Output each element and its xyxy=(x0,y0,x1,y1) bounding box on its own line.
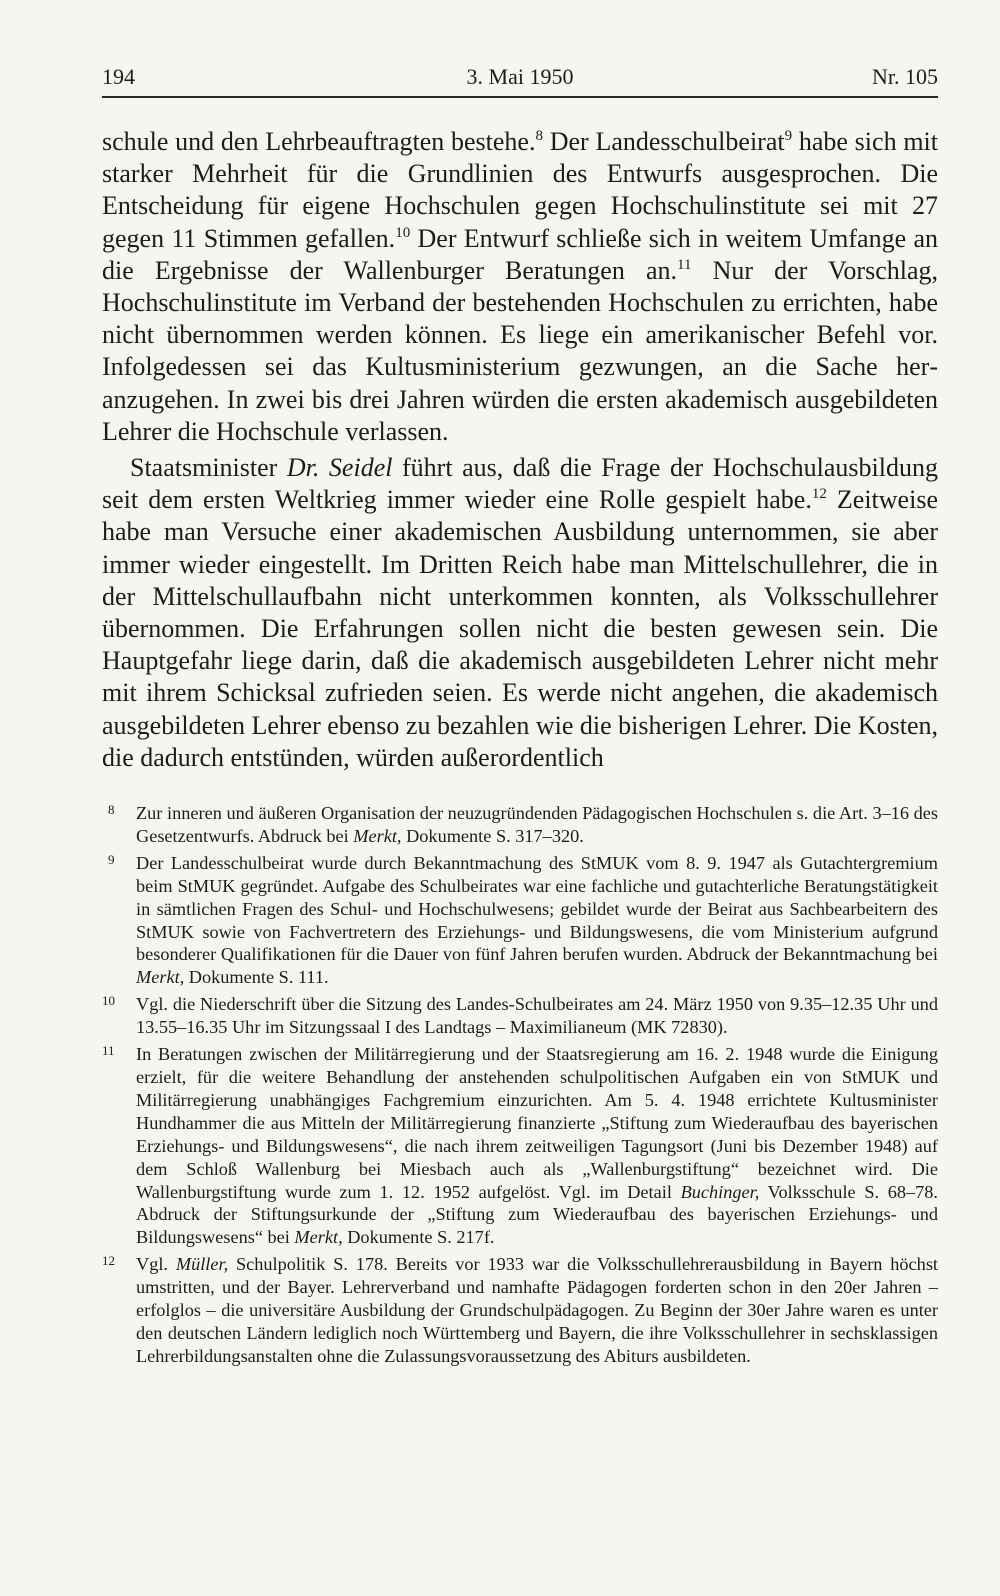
text-run: Der Landesschulbeirat xyxy=(542,127,785,156)
author-name: Buchinger, xyxy=(680,1181,760,1202)
session-date: 3. Mai 1950 xyxy=(466,64,574,89)
footnote-8 xyxy=(102,802,938,848)
footnote-number: 12 xyxy=(102,1253,115,1269)
text-run: Schulpolitik S. 178. Bereits vor 1933 war die Volksschullehrerausbildung in Bayern höchst umstritten, und der Bayer. Lehrerverband und namhafte Pädagogen forderten schon in den 20er Jahren – erfolglos – die universitäre Ausbildung der Grundschulpädagogen. Zu Beginn der 30er Jahre waren es unter den deutschen Ländern lediglich noch Württemberg und Bayern, die ihre Volksschullehrer in sechsklassigen Lehrerbildungsanstalten ohne die Zulassungsvoraussetzung des Abiturs ausbildeten. xyxy=(136,1254,939,1366)
footnote-9 xyxy=(102,852,938,989)
text-run: Staatsminister xyxy=(130,453,287,483)
text-run: habe sich mit starker Mehrheit für die Grundlinien des Entwurfs ausgesprochen. Die Entscheidung für eigene Hochschulen gegen Hochschulinstitute sei mit 27 gegen 11 Stimmen gefallen. xyxy=(102,127,938,253)
text-run: Vgl. die Niederschrift über die Sitzung des Landes-Schulbeirates am 24. März 1950 von 9.35–12.35 Uhr und 13.55–16.35 Uhr im Sitzungssaal I des Landtags – Maximilianeum (MK 72830). xyxy=(136,994,938,1038)
main-text xyxy=(102,126,938,774)
text-run: In Beratungen zwischen der Militärregierung und der Staatsregierung am 16. 2. 1948 wurde die Einigung erzielt, für die weitere Behandlung der anstehenden schulpolitischen Aufgaben ein von StMUK und Militärregierung unabhängiges Fachgremium einzurichten. Am 5. 4. 1948 errichtete Kultusminister Hundhammer die aus Mitteln der Militärregierung finanzierte „Stiftung zum Wiederaufbau des bayerischen Erziehungs- und Bildungswesens“, die nach ihrem zeitweiligen Tagungsort (Juni bis Dezember 1948) auf dem Schloß Wallenburg bei Miesbach auch als „Wallenburgstiftung“ bezeichnet wird. Die Wallenburgstiftung wurde zum 1. 12. 1952 aufgelöst. Vgl. im Detail xyxy=(136,1044,938,1202)
text-run: Dokumente S. 111. xyxy=(184,967,329,988)
text-run: Vgl. xyxy=(136,1254,176,1275)
text-run: Zur inneren und äußeren Organisation der neuzugründenden Pädagogischen Hochschulen s. die Art. 3–16 des Gesetzentwurfs. Abdruck bei xyxy=(136,803,938,846)
footnote-12 xyxy=(102,1253,938,1368)
paragraph-2 xyxy=(102,452,938,774)
footnote-10 xyxy=(102,993,938,1039)
author-name: Merkt, xyxy=(294,1227,343,1248)
footnote-ref-12: 12 xyxy=(811,486,827,503)
paragraph-1 xyxy=(102,126,938,448)
text-run: schule und den Lehrbeauftragten bestehe. xyxy=(102,127,536,156)
running-header xyxy=(102,62,938,98)
text-run: Dokumente S. 317–320. xyxy=(401,825,584,846)
footnote-number: 11 xyxy=(102,1043,115,1059)
text-run: Zeitweise habe man Versuche einer akademischen Ausbildung unternommen, sie aber immer wieder eingestellt. Im Dritten Reich habe man Mittelschullehrer, die in der Mittelschullaufbahn nicht unterkommen konnten, als Volksschullehrer übernommen. Die Erfahrungen sollen nicht die besten gewesen sein. Die Hauptgefahr liege darin, daß die akademisch ausgebildeten Lehrer nicht mehr mit ihrem Schicksal zufrieden seien. Es werde nicht angehen, die akademisch ausgebildeten Lehrer ebenso zu bezahlen wie die bisherigen Lehrer. Die Kosten, die dadurch entstünden, würden außerordentlich xyxy=(102,485,938,772)
text-run: Der Entwurf schließe sich in weitem Umfange an die Ergebnisse der Wallenburger Beratungen an. xyxy=(102,223,938,285)
text-run: Dokumente S. 217f. xyxy=(342,1227,495,1248)
author-name: Müller, xyxy=(175,1254,229,1275)
footnote-11 xyxy=(102,1043,938,1249)
text-run: Nur der Vorschlag, Hochschulinstitute im Verband der bestehenden Hochschulen zu errichten, habe nicht übernommen werden können. Es liege ein amerikanischer Befehl vor. Infolgedessen sei das Kultusministerium gezwungen, an die Sache heranzugehen. In zwei bis drei Jahren würden die ersten akademisch ausgebildeten Lehrer die Hochschule verlassen. xyxy=(102,255,939,446)
speaker-name: Dr. Seidel xyxy=(286,453,393,483)
author-name: Merkt, xyxy=(353,825,402,846)
protocol-number: Nr. 105 xyxy=(872,64,938,89)
footnote-ref-9: 9 xyxy=(784,128,793,144)
footnote-ref-10: 10 xyxy=(395,224,411,241)
page-number: 194 xyxy=(102,64,135,89)
footnote-number: 10 xyxy=(102,993,115,1009)
footnotes xyxy=(102,802,938,1372)
footnote-ref-8: 8 xyxy=(535,128,543,144)
footnote-number: 9 xyxy=(108,851,115,867)
footnote-number: 8 xyxy=(108,802,115,817)
text-run: Volksschule S. 68–78. Abdruck der Stiftungsurkunde der „Stiftung zum Wiederaufbau des bayerischen Erziehungs- und Bildungswesens“ bei xyxy=(136,1181,938,1248)
text-run: führt aus, daß die Frage der Hochschulausbildung seit dem ersten Weltkrieg immer wieder eine Rolle gespielt habe. xyxy=(102,453,938,515)
text-run: Der Landesschulbeirat wurde durch Bekanntmachung des StMUK vom 8. 9. 1947 als Gutachtergremium beim StMUK gegründet. Aufgabe des Schulbeirates war eine fachliche und gutachterliche Beratungstätigkeit in sämtlichen Fragen des Schul- und Hochschulwesens; gebildet wurde der Beirat aus Sachbearbeitern des StMUK sowie von Fachvertretern des Erziehungs- und Bildungswesens, die vom Ministerium aufgrund besonderer Qualifikationen für die Dauer von fünf Jahren berufen wurden. Abdruck der Bekanntmachung bei xyxy=(136,852,938,965)
footnote-ref-11: 11 xyxy=(677,256,692,273)
author-name: Merkt, xyxy=(136,967,185,988)
